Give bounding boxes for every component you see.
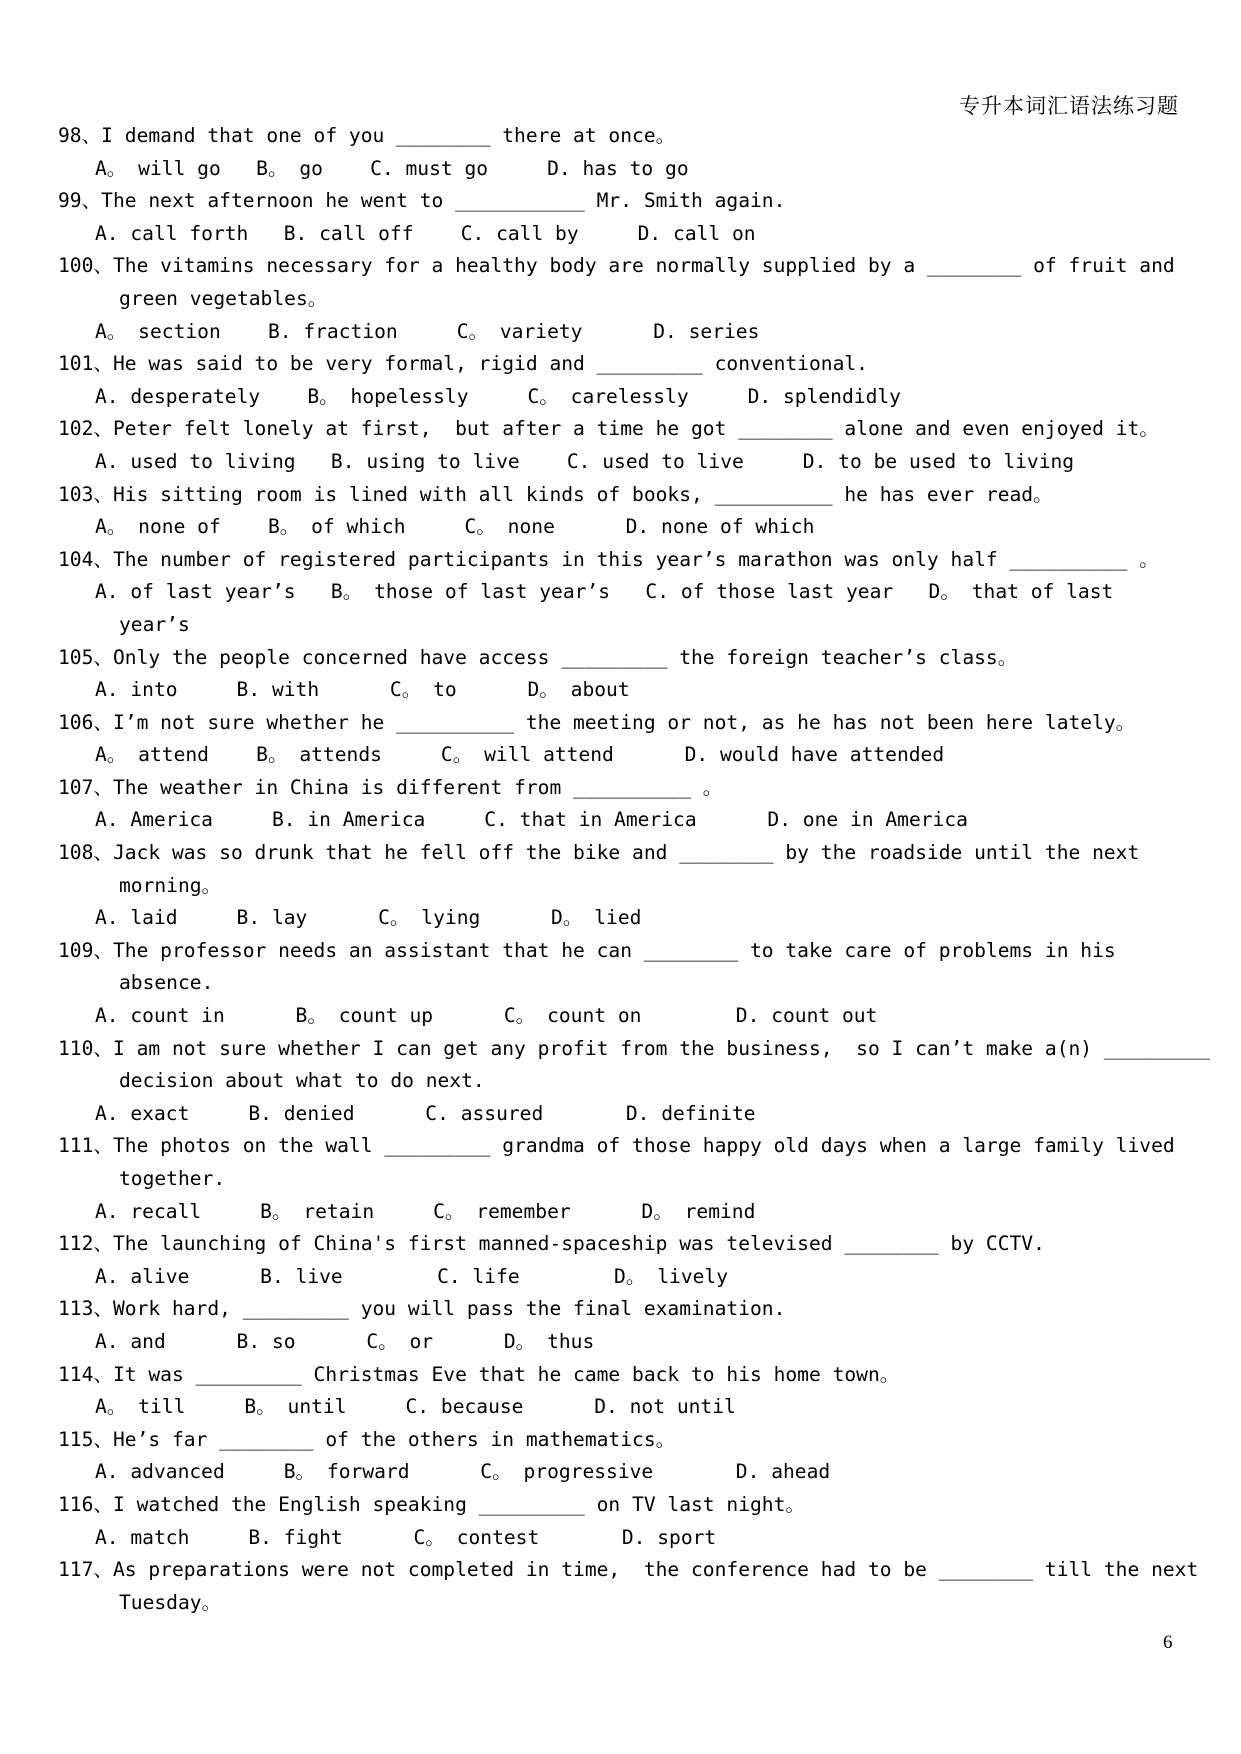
question-text: 99、The next afternoon he went to ___________ Mr. Smith again. xyxy=(58,189,786,213)
answer-options: A. laid B. lay C。 lying D。 lied xyxy=(95,906,642,930)
question-text: 110、I am not sure whether I can get any profit from the business, so I can’t make a(n) _________ xyxy=(58,1036,1211,1060)
answer-options: A. and B. so C。 or D。 thus xyxy=(95,1329,595,1353)
question-text: 113、Work hard, _________ you will pass the final examination. xyxy=(58,1297,786,1321)
answer-options: A. exact B. denied C. assured D. definite xyxy=(95,1101,756,1125)
question-text: 108、Jack was so drunk that he fell off the bike and ________ by the roadside until the next xyxy=(58,841,1140,865)
question-text-continued: year’s xyxy=(119,612,190,636)
question-text: 105、Only the people concerned have access _________ the foreign teacher’s class。 xyxy=(58,645,1018,669)
answer-options: A。 section B. fraction C。 variety D. series xyxy=(95,319,760,343)
question-text: 117、As preparations were not completed in time, the conference had to be ________ till the next xyxy=(58,1558,1199,1582)
answer-options: A。 will go B。 go C. must go D. has to go xyxy=(95,156,689,180)
question-text: 115、He’s far ________ of the others in mathematics。 xyxy=(58,1427,676,1451)
answer-options: A. America B. in America C. that in America D. one in America xyxy=(95,808,968,832)
question-text: 102、Peter felt lonely at first, but after a time he got ________ alone and even enjoyed it。 xyxy=(58,417,1159,441)
answer-options: A. alive B. live C. life D。 lively xyxy=(95,1264,729,1288)
question-text-continued: absence. xyxy=(119,971,214,995)
page-number: 6 xyxy=(1163,1632,1173,1653)
question-text-continued: together. xyxy=(119,1167,226,1190)
answer-options: A。 till B。 until C. because D. not until xyxy=(95,1395,736,1419)
answer-options: A. used to living B. using to live C. used to live D. to be used to living xyxy=(95,449,1075,473)
question-text-continued: Tuesday。 xyxy=(119,1590,222,1614)
question-text: 104、The number of registered participants in this year’s marathon was only half __________ 。 xyxy=(58,547,1159,571)
question-text: 106、I’m not sure whether he __________ the meeting or not, as he has not been here lately。 xyxy=(58,710,1136,734)
question-text: 107、The weather in China is different from __________ 。 xyxy=(58,775,723,799)
question-text: 98、I demand that one of you ________ there at once。 xyxy=(58,124,676,147)
answer-options: A. recall B。 retain C。 remember D。 remind xyxy=(95,1199,756,1223)
question-text: 103、His sitting room is lined with all kinds of books, __________ he has ever read。 xyxy=(58,482,1053,506)
answer-options: A. into B. with C。 to D。 about xyxy=(95,678,630,702)
question-text: 100、The vitamins necessary for a healthy body are normally supplied by a ________ of fruit and xyxy=(58,254,1175,278)
question-text: 114、It was _________ Christmas Eve that he came back to his home town。 xyxy=(58,1362,900,1386)
question-text: 109、The professor needs an assistant that he can ________ to take care of problems in his xyxy=(58,938,1116,962)
answer-options: A. match B. fight C。 contest D. sport xyxy=(95,1525,717,1549)
answer-options: A. desperately B。 hopelessly C。 carelessly D. splendidly xyxy=(95,384,901,408)
question-text-continued: morning。 xyxy=(119,873,222,897)
answer-options: A。 attend B。 attends C。 will attend D. would have attended xyxy=(95,743,945,767)
question-text-continued: green vegetables。 xyxy=(119,286,328,310)
answer-options: A。 none of B。 of which C。 none D. none of which xyxy=(95,515,815,539)
question-text: 112、The launching of China's first manned-spaceship was televised ________ by CCTV. xyxy=(58,1232,1045,1256)
answer-options: A. call forth B. call off C. call by D. call on xyxy=(95,221,756,245)
question-text: 101、He was said to be very formal, rigid and _________ conventional. xyxy=(58,352,868,376)
exercise-list xyxy=(58,120,1228,1619)
question-text-continued: decision about what to do next. xyxy=(119,1069,485,1093)
question-text: 116、I watched the English speaking _________ on TV last night。 xyxy=(58,1492,805,1516)
answer-options: A. count in B。 count up C。 count on D. count out xyxy=(95,1004,878,1028)
page-header: 专升本词汇语法练习题 xyxy=(959,94,1179,118)
answer-options: A. advanced B。 forward C。 progressive D. ahead xyxy=(95,1460,831,1484)
answer-options: A. of last year’s B。 those of last year’s C. of those last year D。 that of last xyxy=(95,580,1114,604)
question-text: 111、The photos on the wall _________ grandma of those happy old days when a large family lived xyxy=(58,1134,1175,1158)
